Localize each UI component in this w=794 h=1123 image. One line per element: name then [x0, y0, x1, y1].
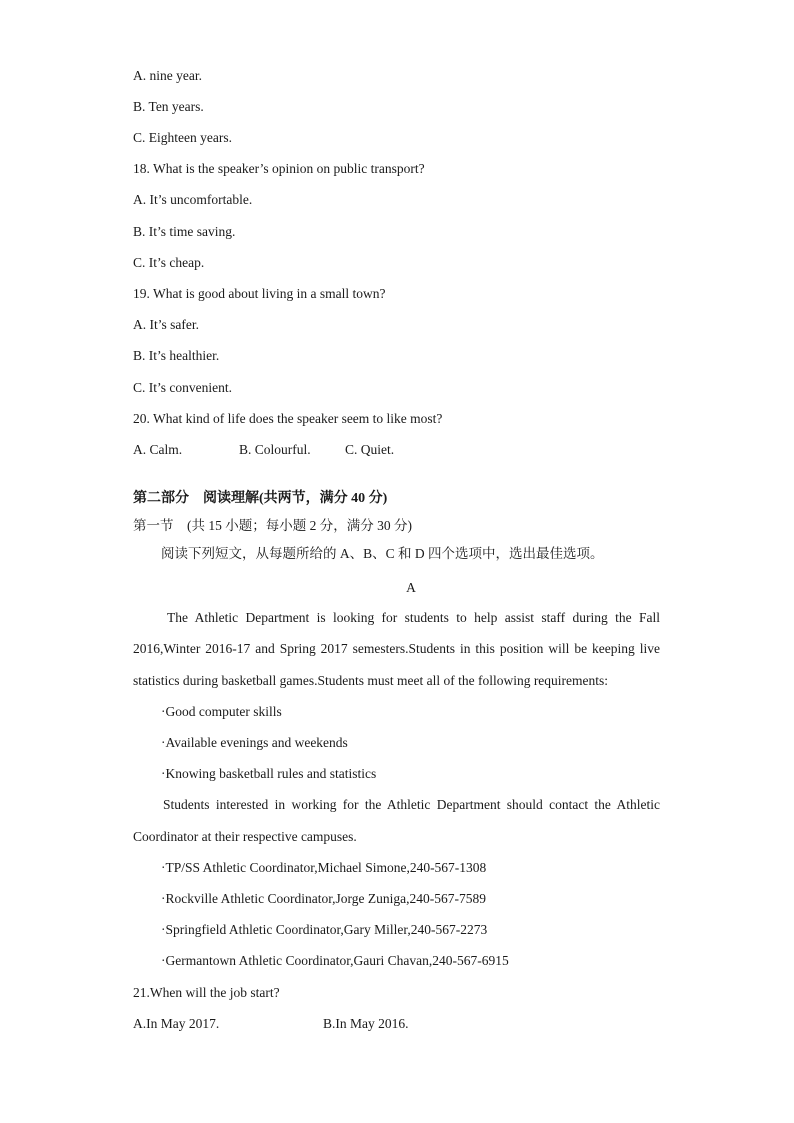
q21-option-a: A.In May 2017. [133, 1016, 220, 1031]
q17-option-b: B. Ten years. [133, 99, 204, 114]
contact-item: ·TP/SS Athletic Coordinator,Michael Simone,240-567-1308 [161, 860, 487, 875]
passage-line-2: 2016,Winter 2016-17 and Spring 2017 semesters.Students in this position will be keeping live [133, 641, 660, 656]
q21-options-row [133, 1015, 409, 1033]
requirement-item: ·Knowing basketball rules and statistics [161, 766, 377, 781]
q20-option-a: A. Calm. [133, 442, 183, 457]
contact-item: ·Rockville Athletic Coordinator,Jorge Zuniga,240-567-7589 [161, 891, 487, 906]
reading-instruction: 阅读下列短文，从每题所给的 A、B、C 和 D 四个选项中，选出最佳选项。 [161, 546, 604, 561]
passage-label: A [406, 580, 416, 595]
q21-question: 21.When will the job start? [133, 985, 280, 1000]
q21-option-b: B.In May 2016. [323, 1016, 409, 1031]
q19-option-b: B. It’s healthier. [133, 348, 220, 363]
q20-question: 20. What kind of life does the speaker seem to like most? [133, 411, 443, 426]
q18-question: 18. What is the speaker’s opinion on public transport? [133, 161, 425, 176]
q18-option-a: A. It’s uncomfortable. [133, 192, 253, 207]
passage-line-1: The Athletic Department is looking for students to help assist staff during the Fall [167, 610, 660, 625]
requirement-item: ·Good computer skills [161, 704, 282, 719]
passage-line-4: Students interested in working for the Athletic Department should contact the Athletic [163, 797, 660, 812]
q17-option-a: A. nine year. [133, 68, 202, 83]
q19-option-a: A. It’s safer. [133, 317, 199, 332]
q18-option-b: B. It’s time saving. [133, 224, 236, 239]
requirement-item: ·Available evenings and weekends [161, 735, 348, 750]
passage-line-5: Coordinator at their respective campuses. [133, 829, 357, 844]
q20-options-row [133, 441, 394, 459]
q19-option-c: C. It’s convenient. [133, 380, 232, 395]
contact-item: ·Springfield Athletic Coordinator,Gary Miller,240-567-2273 [161, 922, 488, 937]
section1-title: 第一节 (共 15 小题；每小题 2 分，满分 30 分) [133, 518, 412, 533]
q19-question: 19. What is good about living in a small town? [133, 286, 386, 301]
q18-option-c: C. It’s cheap. [133, 255, 205, 270]
q17-option-c: C. Eighteen years. [133, 130, 232, 145]
passage-line-3: statistics during basketball games.Students must meet all of the following requirements: [133, 673, 609, 688]
q20-option-c: C. Quiet. [345, 442, 395, 457]
q20-option-b: B. Colourful. [239, 442, 311, 457]
part2-title: 第二部分 阅读理解(共两节，满分 40 分) [133, 491, 388, 506]
contact-item: ·Germantown Athletic Coordinator,Gauri Chavan,240-567-6915 [161, 953, 509, 968]
